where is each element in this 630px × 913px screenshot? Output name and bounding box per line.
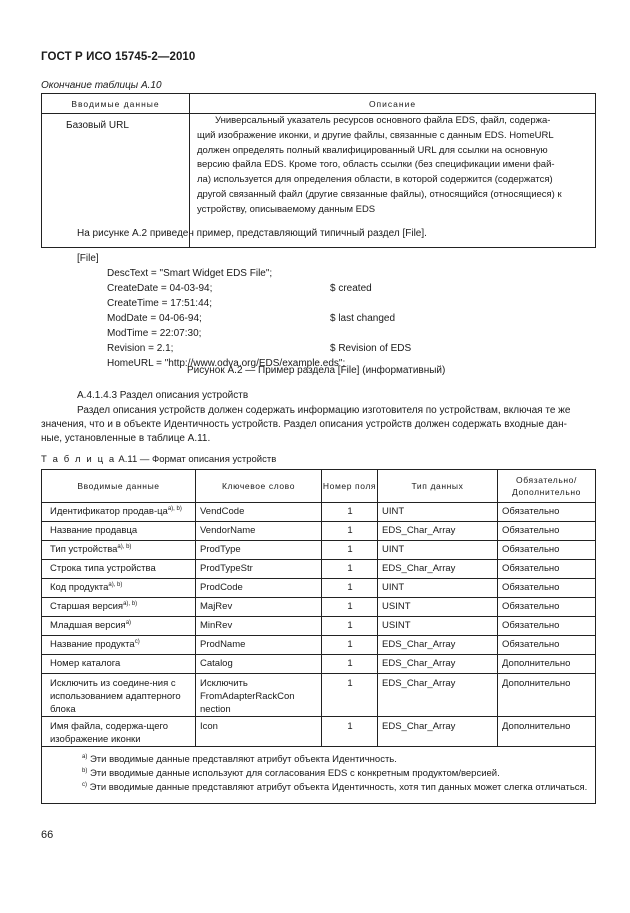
- header-required: Обязательно/ Дополнительно: [498, 470, 596, 503]
- code-key: CreateTime = 17:51:44;: [107, 298, 212, 309]
- header-keyword: Ключевое слово: [196, 470, 322, 503]
- code-key: ModTime = 22:07:30;: [107, 328, 202, 339]
- field-number-cell: [322, 674, 378, 717]
- required-cell: [498, 617, 596, 636]
- field-number-value: 1: [347, 582, 353, 593]
- keyword-value: Исключить FromAdapterRackCon nection: [200, 678, 295, 715]
- code-line: [77, 326, 411, 341]
- footnote-ref: а), b): [123, 600, 138, 607]
- input-cell: [42, 717, 196, 747]
- input-cell: [42, 503, 196, 522]
- code-key: DescText = "Smart Widget EDS File";: [107, 268, 273, 279]
- footnote-mark: а): [82, 753, 88, 760]
- field-number-value: 1: [347, 601, 353, 612]
- keyword-cell: [196, 598, 322, 617]
- caption-prefix: Т а б л и ц а: [41, 454, 116, 465]
- code-line: [77, 281, 411, 296]
- footnote-ref: а): [125, 619, 132, 626]
- table-continuation-label: Окончание таблицы А.10: [41, 80, 162, 91]
- keyword-cell: [196, 617, 322, 636]
- datatype-cell: [378, 503, 498, 522]
- input-value: Тип устройства: [50, 544, 118, 555]
- input-value: Старшая версия: [50, 601, 124, 612]
- keyword-cell: [196, 636, 322, 655]
- field-number-value: 1: [347, 506, 353, 517]
- table-a10: [41, 93, 596, 248]
- keyword-cell: [196, 560, 322, 579]
- datatype-value: UINT: [382, 506, 405, 517]
- keyword-value: ProdType: [200, 544, 241, 555]
- required-value: Обязательно: [502, 601, 560, 612]
- keyword-value: ProdName: [200, 639, 246, 650]
- input-value: Название продавца: [50, 525, 138, 536]
- required-cell: [498, 717, 596, 747]
- required-value: Обязательно: [502, 544, 560, 555]
- footnote-text: Эти вводимые данные представляют атрибут объекта Идентичность, хотя тип данных может слегка отличаться.: [87, 782, 588, 793]
- figure-caption: Рисунок А.2 — Пример раздела [File] (информативный): [187, 365, 446, 376]
- table-row: [42, 598, 596, 617]
- datatype-value: EDS_Char_Array: [382, 563, 456, 574]
- input-value: Строка типа устройства: [50, 563, 156, 574]
- keyword-cell: [196, 541, 322, 560]
- header-datatype: Тип данных: [378, 470, 498, 503]
- footnote-text: Эти вводимые данные представляют атрибут объекта Идентичность.: [87, 754, 397, 765]
- intro-text: На рисунке А.2 приведен пример, представляющий типичный раздел [File].: [77, 228, 427, 239]
- code-comment: $ last changed: [330, 313, 396, 324]
- table-row: [42, 617, 596, 636]
- field-number-cell: [322, 717, 378, 747]
- datatype-cell: [378, 541, 498, 560]
- code-comment: $ Revision of EDS: [330, 343, 412, 354]
- input-value: Имя файла, содержа-щего изображение иконки: [50, 721, 169, 745]
- field-number-cell: [322, 541, 378, 560]
- field-number-cell: [322, 598, 378, 617]
- desc-line: должен определять полный квалифицированный URL для ссылки на основную: [197, 144, 548, 156]
- datatype-value: EDS_Char_Array: [382, 658, 456, 669]
- footnote-ref: а), b): [167, 505, 182, 512]
- input-cell: [42, 541, 196, 560]
- field-number-cell: [322, 503, 378, 522]
- row-name: Базовый URL: [66, 120, 129, 131]
- field-number-value: 1: [347, 620, 353, 631]
- datatype-value: UINT: [382, 544, 405, 555]
- datatype-cell: [378, 579, 498, 598]
- field-number-cell: [322, 560, 378, 579]
- required-value: Дополнительно: [502, 678, 571, 689]
- required-value: Обязательно: [502, 639, 560, 650]
- table-row: [42, 636, 596, 655]
- desc-line: Универсальный указатель ресурсов основного файла EDS, файл, содержа-: [215, 115, 551, 126]
- header-field-number: Номер поля: [322, 470, 378, 503]
- datatype-cell: [378, 598, 498, 617]
- notes-row: [42, 747, 596, 804]
- code-line: [77, 311, 411, 326]
- required-value: Дополнительно: [502, 658, 571, 669]
- required-cell: [498, 541, 596, 560]
- keyword-value: VendorName: [200, 525, 256, 536]
- datatype-value: UINT: [382, 582, 405, 593]
- input-value: Младшая версия: [50, 620, 126, 631]
- required-value: Обязательно: [502, 525, 560, 536]
- page-number: 66: [41, 829, 54, 841]
- datatype-value: EDS_Char_Array: [382, 678, 456, 689]
- table-a11: [41, 469, 596, 804]
- keyword-value: VendCode: [200, 506, 245, 517]
- paragraph-line: ные, установленные в таблице А.11.: [41, 433, 211, 444]
- datatype-value: EDS_Char_Array: [382, 639, 456, 650]
- input-value: Название продукта: [50, 639, 135, 650]
- input-cell: [42, 579, 196, 598]
- body-paragraph: [41, 404, 596, 446]
- field-number-value: 1: [347, 678, 353, 689]
- required-cell: [498, 503, 596, 522]
- document-header: ГОСТ Р ИСО 15745-2—2010: [41, 51, 196, 63]
- footnote-text: Эти вводимые данные используют для согласования EDS с конкретным продуктом/версией.: [87, 768, 500, 779]
- input-cell: [42, 617, 196, 636]
- field-number-value: 1: [347, 563, 353, 574]
- field-number-value: 1: [347, 544, 353, 555]
- required-cell: [498, 579, 596, 598]
- datatype-cell: [378, 522, 498, 541]
- keyword-value: Catalog: [200, 658, 233, 669]
- input-value: Исключить из соедине-ния с использованием адаптерного блока: [50, 678, 181, 715]
- table-body: [42, 503, 596, 747]
- code-line: [77, 341, 411, 356]
- footnote-mark: b): [82, 767, 88, 774]
- header-input: Вводимые данные: [42, 94, 190, 114]
- keyword-value: ProdTypeStr: [200, 563, 253, 574]
- input-value: Код продукта: [50, 582, 109, 593]
- footnote-ref: с): [134, 638, 140, 645]
- keyword-cell: [196, 579, 322, 598]
- required-cell: [498, 560, 596, 579]
- datatype-cell: [378, 617, 498, 636]
- keyword-cell: [196, 717, 322, 747]
- datatype-value: USINT: [382, 601, 411, 612]
- desc-line: ла) используется для определения области, в которой содержится (содержатся): [197, 174, 553, 186]
- code-section: [File]: [77, 253, 99, 264]
- input-cell: [42, 560, 196, 579]
- required-value: Дополнительно: [502, 721, 571, 732]
- input-value: Идентификатор продав-ца: [50, 506, 168, 517]
- keyword-cell: [196, 655, 322, 674]
- table-header-row: [42, 470, 596, 503]
- required-value: Обязательно: [502, 582, 560, 593]
- field-number-cell: [322, 655, 378, 674]
- paragraph-line: значения, что и в объекте Идентичность устройств. Раздел описания устройств должен содержать входные дан-: [41, 419, 567, 430]
- field-number-value: 1: [347, 721, 353, 732]
- footnote: [50, 767, 589, 781]
- field-number-value: 1: [347, 639, 353, 650]
- code-key: HomeURL = "http://www.odva.org/EDS/example.eds";: [107, 358, 346, 369]
- table-row: [42, 674, 596, 717]
- required-cell: [498, 522, 596, 541]
- datatype-value: EDS_Char_Array: [382, 721, 456, 732]
- table-row: [42, 717, 596, 747]
- input-value: Номер каталога: [50, 658, 121, 669]
- field-number-cell: [322, 617, 378, 636]
- datatype-cell: [378, 636, 498, 655]
- footnote-ref: а), b): [117, 543, 132, 550]
- required-cell: [498, 636, 596, 655]
- caption-title: А.11 — Формат описания устройств: [115, 454, 277, 465]
- desc-line: устройству, описываемому данным EDS: [197, 203, 376, 215]
- field-number-value: 1: [347, 658, 353, 669]
- code-key: ModDate = 04-06-94;: [107, 313, 202, 324]
- code-key: Revision = 2.1;: [107, 343, 174, 354]
- datatype-cell: [378, 717, 498, 747]
- keyword-value: MinRev: [200, 620, 233, 631]
- table-row: [42, 541, 596, 560]
- table-header-row: [42, 94, 596, 114]
- paragraph-line: Раздел описания устройств должен содержать информацию изготовителя по устройствам, включая те же: [77, 405, 571, 416]
- keyword-cell: [196, 522, 322, 541]
- field-number-cell: [322, 522, 378, 541]
- header-input: Вводимые данные: [42, 470, 196, 503]
- field-number-value: 1: [347, 525, 353, 536]
- footnote-ref: а), b): [108, 581, 123, 588]
- keyword-value: ProdCode: [200, 582, 243, 593]
- required-value: Обязательно: [502, 620, 560, 631]
- desc-line: другой связанный файл (другие связанные файлы), относящийся (относящиеся) к: [197, 188, 562, 200]
- footnote-mark: с): [82, 781, 87, 788]
- input-cell: [42, 674, 196, 717]
- keyword-cell: [196, 674, 322, 717]
- field-number-cell: [322, 636, 378, 655]
- desc-line: версию файла EDS. Кроме того, область ссылки (без спецификации имени фай-: [197, 159, 555, 171]
- code-line: [77, 296, 411, 311]
- datatype-value: USINT: [382, 620, 411, 631]
- keyword-cell: [196, 503, 322, 522]
- footnote: [50, 781, 589, 795]
- datatype-cell: [378, 655, 498, 674]
- code-block: [77, 251, 411, 371]
- field-number-cell: [322, 579, 378, 598]
- required-value: Обязательно: [502, 563, 560, 574]
- input-cell: [42, 655, 196, 674]
- required-cell: [498, 655, 596, 674]
- required-cell: [498, 674, 596, 717]
- table-row: [42, 560, 596, 579]
- keyword-value: MajRev: [200, 601, 233, 612]
- keyword-value: Icon: [200, 721, 218, 732]
- table-row: [42, 522, 596, 541]
- required-value: Обязательно: [502, 506, 560, 517]
- code-comment: $ created: [330, 283, 372, 294]
- required-cell: [498, 598, 596, 617]
- table-row: [42, 655, 596, 674]
- code-key: CreateDate = 04-03-94;: [107, 283, 213, 294]
- input-cell: [42, 636, 196, 655]
- datatype-cell: [378, 674, 498, 717]
- desc-line: щий изображение иконки, и другие файлы, связанные с данным EDS. HomeURL: [197, 129, 554, 141]
- code-line: [77, 266, 411, 281]
- input-cell: [42, 522, 196, 541]
- header-description: Описание: [190, 94, 596, 114]
- table-row: [42, 503, 596, 522]
- table-caption: [41, 454, 276, 465]
- datatype-value: EDS_Char_Array: [382, 525, 456, 536]
- section-heading: А.4.1.4.3 Раздел описания устройств: [77, 390, 249, 401]
- table-row: [42, 579, 596, 598]
- table-notes: [42, 747, 596, 804]
- datatype-cell: [378, 560, 498, 579]
- footnote: [50, 753, 589, 767]
- input-cell: [42, 598, 196, 617]
